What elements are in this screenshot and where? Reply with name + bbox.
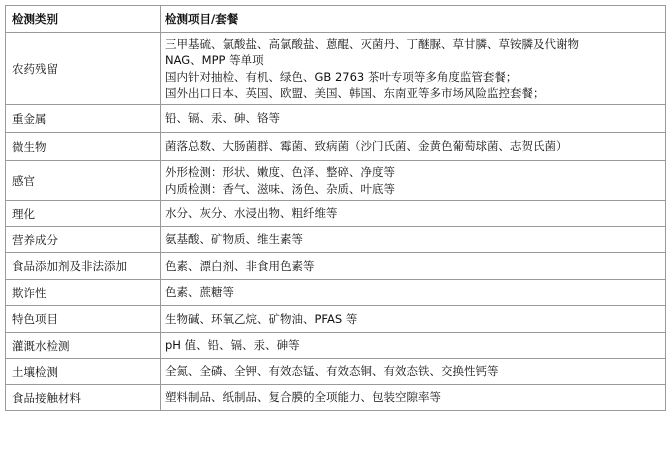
table-row bbox=[6, 333, 666, 359]
table-row bbox=[6, 280, 666, 306]
items-line: 外形检测：形状、嫩度、色泽、整碎、净度等 bbox=[165, 165, 395, 179]
category-cell: 欺诈性 bbox=[6, 280, 161, 306]
category-cell: 特色项目 bbox=[6, 306, 161, 333]
table-row bbox=[6, 33, 666, 105]
items-line: NAG、MPP 等单项 bbox=[165, 53, 264, 67]
table-row bbox=[6, 105, 666, 133]
header-items: 检测项目/套餐 bbox=[161, 6, 666, 33]
category-cell: 感官 bbox=[6, 161, 161, 201]
items-line: 铅、镉、汞、砷、铬等 bbox=[165, 111, 280, 126]
items-cell bbox=[161, 201, 666, 227]
items-line: 生物碱、环氧乙烷、矿物油、PFAS 等 bbox=[165, 311, 358, 326]
inspection-table bbox=[5, 5, 666, 411]
items-cell bbox=[161, 133, 666, 161]
table-row bbox=[6, 133, 666, 161]
items-cell bbox=[161, 33, 666, 105]
category-cell: 重金属 bbox=[6, 105, 161, 133]
category-cell: 微生物 bbox=[6, 133, 161, 161]
items-line: 国外出口日本、英国、欧盟、美国、韩国、东南亚等多市场风险监控套餐； bbox=[165, 86, 545, 100]
items-line: 色素、漂白剂、非食用色素等 bbox=[165, 258, 315, 273]
table-row bbox=[6, 253, 666, 280]
items-cell bbox=[161, 227, 666, 253]
table-header-row bbox=[6, 6, 666, 33]
table-row bbox=[6, 359, 666, 385]
items-line: 三甲基硫、氯酸盐、高氯酸盐、蒽醌、灭菌丹、丁醚脲、草甘膦、草铵膦及代谢物 bbox=[165, 36, 579, 51]
category-cell: 营养成分 bbox=[6, 227, 161, 253]
table-row bbox=[6, 201, 666, 227]
items-line: 国内针对抽检、有机、绿色、GB 2763 茶叶专项等多角度监管套餐； bbox=[165, 69, 518, 84]
items-line: 内质检测：香气、滋味、汤色、杂质、叶底等 bbox=[165, 181, 395, 196]
table-row bbox=[6, 385, 666, 411]
table-row bbox=[6, 227, 666, 253]
header-category: 检测类别 bbox=[6, 6, 161, 33]
category-cell: 农药残留 bbox=[6, 33, 161, 105]
table-row bbox=[6, 161, 666, 201]
items-line: pH 值、铅、镉、汞、砷等 bbox=[165, 338, 300, 353]
items-line: 色素、蔗糖等 bbox=[165, 285, 234, 300]
category-cell: 理化 bbox=[6, 201, 161, 227]
items-line: 氨基酸、矿物质、维生素等 bbox=[165, 232, 303, 247]
items-cell bbox=[161, 333, 666, 359]
table-row bbox=[6, 306, 666, 333]
items-cell bbox=[161, 385, 666, 411]
items-line: 菌落总数、大肠菌群、霉菌、致病菌（沙门氏菌、金黄色葡萄球菌、志贺氏菌） bbox=[165, 139, 568, 154]
items-line: 水分、灰分、水浸出物、粗纤维等 bbox=[165, 206, 338, 221]
items-cell bbox=[161, 253, 666, 280]
category-cell: 灌溉水检测 bbox=[6, 333, 161, 359]
category-cell: 食品接触材料 bbox=[6, 385, 161, 411]
items-cell bbox=[161, 161, 666, 201]
items-cell bbox=[161, 105, 666, 133]
items-line: 全氮、全磷、全钾、有效态锰、有效态铜、有效态铁、交换性钙等 bbox=[165, 364, 499, 379]
category-cell: 食品添加剂及非法添加 bbox=[6, 253, 161, 280]
items-cell bbox=[161, 359, 666, 385]
items-cell bbox=[161, 306, 666, 333]
category-cell: 土壤检测 bbox=[6, 359, 161, 385]
items-line: 塑料制品、纸制品、复合膜的全项能力、包装空隙率等 bbox=[165, 390, 441, 405]
items-cell bbox=[161, 280, 666, 306]
table-body bbox=[6, 33, 666, 411]
